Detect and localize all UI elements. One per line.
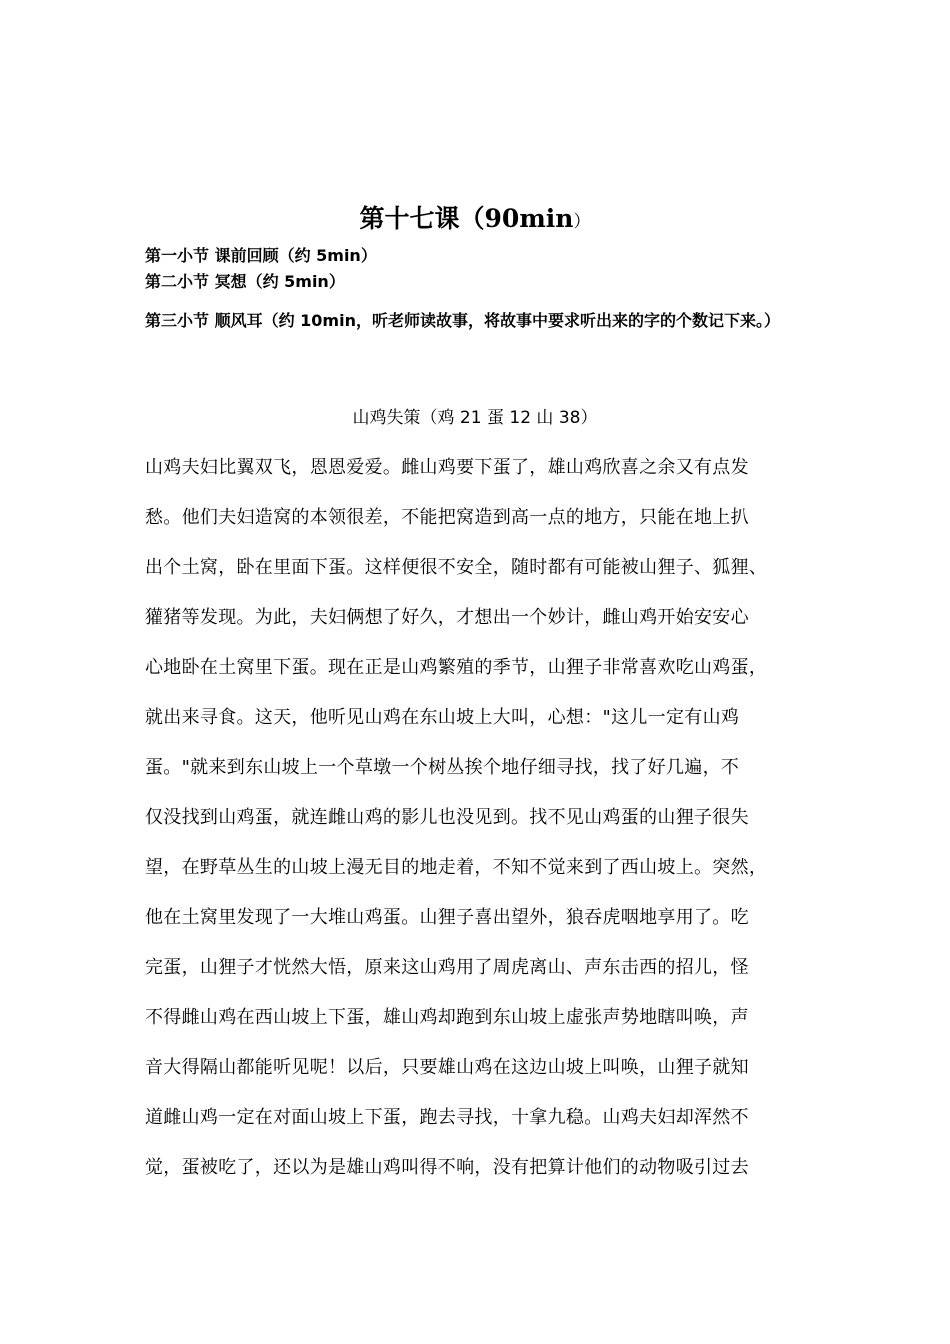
section-3-heading: 第三小节 顺风耳（约 10min，听老师读故事，将故事中要求听出来的字的个数记下来。） (145, 311, 780, 330)
story-line: 心地卧在土窝里下蛋。现在正是山鸡繁殖的季节，山狸子非常喜欢吃山鸡蛋， (145, 657, 768, 678)
story-line: 音大得隔山都能听见呢！以后，只要雄山鸡在这边山坡上叫唤，山狸子就知 (145, 1057, 749, 1078)
lesson-title-close: ） (573, 212, 591, 232)
lesson-title (0, 202, 950, 239)
story-line: 山鸡夫妇比翼双飞，恩恩爱爱。雌山鸡要下蛋了，雄山鸡欣喜之余又有点发 (145, 457, 749, 478)
story-title: 山鸡失策（鸡 21 蛋 12 山 38） (352, 408, 598, 428)
story-line: 完蛋，山狸子才恍然大悟，原来这山鸡用了周虎离山、声东击西的招儿，怪 (145, 957, 749, 978)
story-line: 道雌山鸡一定在对面山坡上下蛋，跑去寻找，十拿九稳。山鸡夫妇却浑然不 (145, 1107, 749, 1128)
story-text (145, 443, 821, 1193)
story-line: 他在土窝里发现了一大堆山鸡蛋。山狸子喜出望外，狼吞虎咽地享用了。吃 (145, 907, 749, 928)
story-line: 不得雌山鸡在西山坡上下蛋，雄山鸡却跑到东山坡上虚张声势地瞎叫唤，声 (145, 1007, 749, 1028)
section-2-heading: 第二小节 冥想（约 5min） (145, 272, 345, 291)
story-line: 愁。他们夫妇造窝的本领很差，不能把窝造到高一点的地方，只能在地上扒 (145, 507, 749, 528)
story-line: 蛋。"就来到东山坡上一个草墩一个树丛挨个地仔细寻找，找了好几遍，不 (145, 757, 740, 778)
story-line: 仅没找到山鸡蛋，就连雌山鸡的影儿也没见到。找不见山鸡蛋的山狸子很失 (145, 807, 749, 828)
story-line: 出个土窝，卧在里面下蛋。这样便很不安全，随时都有可能被山狸子、狐狸、 (145, 557, 768, 578)
story-line: 望，在野草丛生的山坡上漫无目的地走着，不知不觉来到了西山坡上。突然， (145, 857, 768, 878)
story-line: 觉，蛋被吃了，还以为是雄山鸡叫得不响，没有把算计他们的动物吸引过去 (145, 1157, 749, 1178)
story-line: 獾猪等发现。为此，夫妇俩想了好久，才想出一个妙计，雌山鸡开始安安心 (145, 607, 749, 628)
story-line: 就出来寻食。这天，他听见山鸡在东山坡上大叫，心想："这儿一定有山鸡 (145, 707, 740, 728)
lesson-title-text: 第十七课（90min (359, 204, 574, 233)
section-1-heading: 第一小节 课前回顾（约 5min） (145, 246, 377, 265)
